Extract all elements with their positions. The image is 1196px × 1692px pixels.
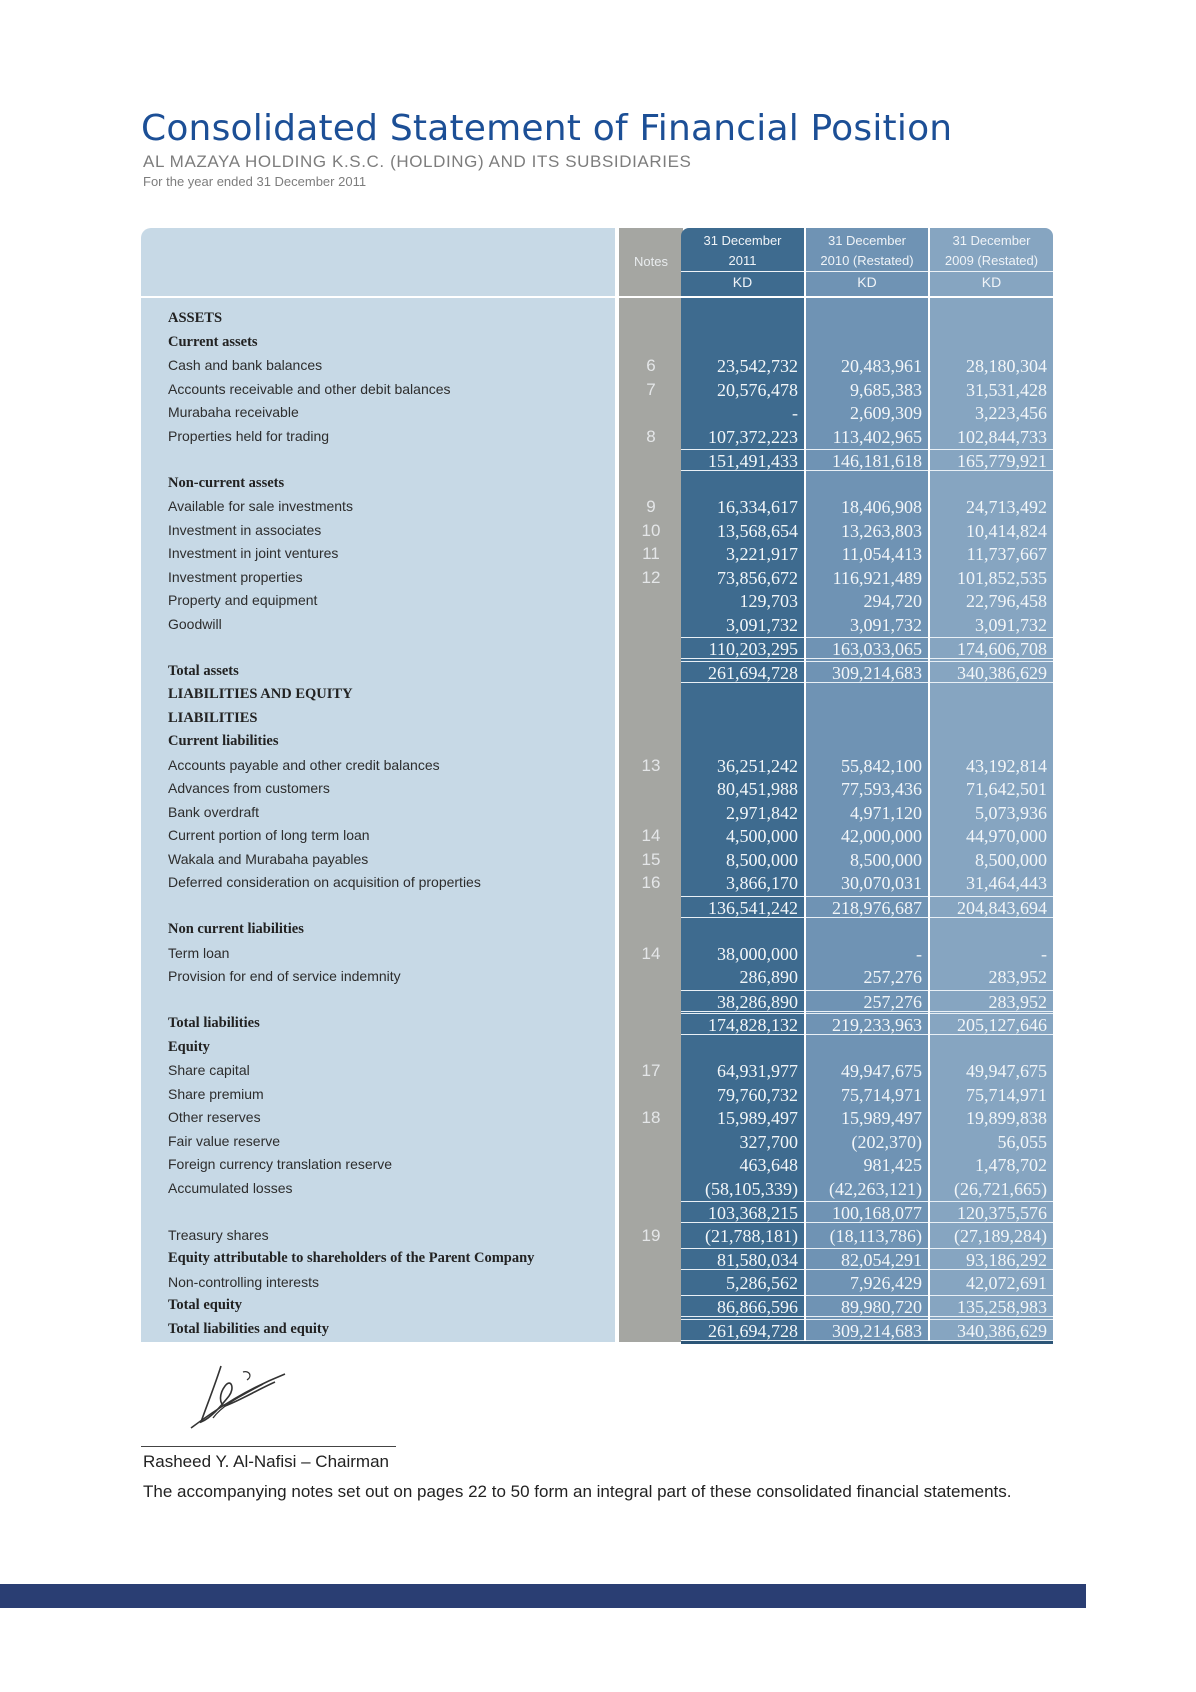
line-item-row xyxy=(141,401,1053,425)
value-2011: 20,576,478 xyxy=(717,379,798,400)
row-label: Fair value reserve xyxy=(168,1132,281,1149)
value-2010: 309,214,683 xyxy=(806,1319,928,1341)
financial-position-table xyxy=(141,228,1053,1342)
line-item-row xyxy=(141,378,1053,402)
value-2009: 283,952 xyxy=(930,990,1053,1012)
value-2011: (58,105,339) xyxy=(705,1178,798,1199)
line-item-row xyxy=(141,801,1053,825)
total-row xyxy=(141,1294,1053,1318)
value-2010: 294,720 xyxy=(863,591,922,611)
value-2011: 79,760,732 xyxy=(717,1084,798,1105)
value-2011: 80,451,988 xyxy=(717,779,798,799)
note-reference: 19 xyxy=(641,1225,661,1245)
row-label: Other reserves xyxy=(168,1109,261,1125)
value-2010: 116,921,489 xyxy=(832,567,922,588)
value-2010: 309,214,683 xyxy=(806,661,928,683)
value-2010: 30,070,031 xyxy=(841,873,922,893)
note-reference: 11 xyxy=(642,544,660,563)
value-2009: 135,258,983 xyxy=(930,1295,1053,1317)
value-2011: 8,500,000 xyxy=(726,849,798,870)
value-2009: 101,852,535 xyxy=(957,567,1047,588)
row-label: Investment properties xyxy=(168,568,303,585)
row-label: Non-current assets xyxy=(168,474,285,491)
value-2010: 981,425 xyxy=(863,1155,922,1175)
value-2010: 7,926,429 xyxy=(850,1272,922,1293)
row-label: LIABILITIES AND EQUITY xyxy=(168,686,353,702)
section-heading xyxy=(141,472,1053,496)
value-2011: 286,890 xyxy=(739,967,798,987)
note-reference: 10 xyxy=(641,520,661,540)
value-2010: 257,276 xyxy=(863,967,922,987)
value-2011: 13,568,654 xyxy=(717,520,798,541)
row-label: Non-controlling interests xyxy=(168,1273,319,1290)
line-item-row xyxy=(141,1059,1053,1083)
value-2011: 3,221,917 xyxy=(726,544,798,564)
row-label: ASSETS xyxy=(168,310,223,326)
line-item-row xyxy=(141,589,1053,613)
row-label: LIABILITIES xyxy=(168,709,258,726)
column-header-year: 2009 (Restated) xyxy=(944,253,1039,268)
column-header-year: 2011 xyxy=(728,253,757,268)
value-2009: 3,091,732 xyxy=(975,614,1047,635)
row-label: Investment in joint ventures xyxy=(168,545,339,561)
column-header-unit: KD xyxy=(681,271,804,293)
page-title: Consolidated Statement of Financial Position xyxy=(141,108,953,149)
value-2010: 20,483,961 xyxy=(841,356,922,376)
value-2011: 16,334,617 xyxy=(717,497,798,517)
line-item-row xyxy=(141,777,1053,801)
note-reference: 12 xyxy=(641,567,661,587)
row-label: Total equity xyxy=(168,1297,242,1313)
value-2009: 340,386,629 xyxy=(930,661,1053,683)
line-item-row xyxy=(141,1224,1053,1248)
value-2010: 82,054,291 xyxy=(806,1248,928,1270)
value-2011: 86,866,596 xyxy=(681,1295,804,1317)
row-label: Accounts receivable and other debit balances xyxy=(168,380,451,397)
column-header-unit: KD xyxy=(930,271,1053,293)
note-reference: 9 xyxy=(646,497,656,516)
value-2011: 3,866,170 xyxy=(726,873,798,893)
value-2009: 93,186,292 xyxy=(930,1248,1053,1270)
total-row xyxy=(141,1318,1053,1342)
value-2010: 18,406,908 xyxy=(841,497,922,517)
line-item-row xyxy=(141,542,1053,566)
signer-name: Rasheed Y. Al-Nafisi – Chairman xyxy=(143,1452,390,1471)
value-2009: 56,055 xyxy=(997,1131,1047,1152)
value-2009: 120,375,576 xyxy=(930,1201,1053,1223)
value-2009: 1,478,702 xyxy=(975,1155,1047,1175)
row-label: Equity attributable to shareholders of the Parent Company xyxy=(168,1250,535,1266)
value-2010: 219,233,963 xyxy=(806,1013,928,1035)
column-header-2009 xyxy=(930,228,1053,299)
row-label: Total liabilities xyxy=(168,1015,260,1031)
value-2009: 49,947,675 xyxy=(966,1061,1047,1081)
row-label: Accumulated losses xyxy=(168,1179,293,1196)
column-header-date: 31 December xyxy=(952,233,1031,248)
value-2010: 49,947,675 xyxy=(841,1061,922,1081)
row-label: Provision for end of service indemnity xyxy=(168,968,401,984)
row-label: Foreign currency translation reserve xyxy=(168,1156,393,1172)
note-reference: 14 xyxy=(641,943,661,963)
line-item-row xyxy=(141,613,1053,637)
column-header-2011 xyxy=(681,228,804,299)
value-2009: 24,713,492 xyxy=(966,497,1047,517)
line-item-row xyxy=(141,1271,1053,1295)
note-reference: 17 xyxy=(641,1061,661,1080)
row-label: Share premium xyxy=(168,1085,264,1102)
value-2009: 340,386,629 xyxy=(930,1319,1053,1341)
subtotal-row xyxy=(141,989,1053,1013)
subtotal-row xyxy=(141,1200,1053,1224)
section-heading xyxy=(141,918,1053,942)
value-2011: 38,286,890 xyxy=(681,990,804,1012)
notes-header: Notes xyxy=(634,254,668,269)
line-item-row xyxy=(141,965,1053,989)
line-item-row xyxy=(141,754,1053,778)
note-reference: 13 xyxy=(641,755,661,775)
total-row xyxy=(141,660,1053,684)
value-2011: 103,368,215 xyxy=(681,1201,804,1223)
value-2009: 71,642,501 xyxy=(966,779,1047,799)
value-2009: 75,714,971 xyxy=(966,1084,1047,1105)
value-2009: 31,531,428 xyxy=(966,379,1047,400)
line-item-row xyxy=(141,1153,1053,1177)
value-2010: (18,113,786) xyxy=(829,1225,922,1246)
value-2009: 11,737,667 xyxy=(966,544,1047,564)
note-reference: 8 xyxy=(646,426,656,446)
company-name: AL MAZAYA HOLDING K.S.C. (HOLDING) AND ITS SUBSIDIARIES xyxy=(143,152,692,171)
value-2011: 110,203,295 xyxy=(681,637,804,659)
column-header-2010 xyxy=(806,228,928,299)
line-item-row xyxy=(141,1106,1053,1130)
row-label: Cash and bank balances xyxy=(168,357,323,373)
value-2011: (21,788,181) xyxy=(705,1225,798,1246)
note-reference: 16 xyxy=(641,873,661,892)
value-2009: (27,189,284) xyxy=(954,1225,1047,1246)
row-label: Equity xyxy=(168,1038,210,1055)
section-heading xyxy=(141,307,1053,331)
value-2010: 75,714,971 xyxy=(841,1084,922,1105)
line-item-row xyxy=(141,495,1053,519)
value-2011: 64,931,977 xyxy=(717,1061,798,1081)
value-2010: 15,989,497 xyxy=(841,1108,922,1128)
value-2011: 38,000,000 xyxy=(717,943,798,964)
line-item-row xyxy=(141,1177,1053,1201)
line-item-row xyxy=(141,871,1053,895)
value-2011: 36,251,242 xyxy=(717,755,798,776)
value-2009: 5,073,936 xyxy=(975,802,1047,823)
value-2010: 257,276 xyxy=(806,990,928,1012)
row-label: Current portion of long term loan xyxy=(168,827,370,843)
value-2011: 174,828,132 xyxy=(681,1013,804,1035)
row-label: Bank overdraft xyxy=(168,803,260,820)
row-label: Current assets xyxy=(168,333,258,350)
value-2010: 55,842,100 xyxy=(841,755,922,776)
section-heading xyxy=(141,1036,1053,1060)
value-2010: (202,370) xyxy=(851,1131,922,1152)
row-label: Properties held for trading xyxy=(168,427,330,444)
line-item-row xyxy=(141,942,1053,966)
row-label: Deferred consideration on acquisition of properties xyxy=(168,874,481,890)
value-2010: 218,976,687 xyxy=(806,896,928,918)
value-2009: 204,843,694 xyxy=(930,896,1053,918)
value-2010: (42,263,121) xyxy=(829,1178,922,1199)
value-2011: 107,372,223 xyxy=(708,426,798,447)
value-2009: 283,952 xyxy=(988,967,1047,987)
row-label: Term loan xyxy=(168,944,230,961)
value-2009: 3,223,456 xyxy=(975,403,1047,423)
row-label: Treasury shares xyxy=(168,1226,269,1243)
row-label: Property and equipment xyxy=(168,592,318,608)
note-reference: 6 xyxy=(646,356,656,375)
value-2011: 2,971,842 xyxy=(726,802,798,823)
value-2010: 11,054,413 xyxy=(841,544,922,564)
value-2009: 43,192,814 xyxy=(966,755,1047,776)
row-label: Wakala and Murabaha payables xyxy=(168,850,369,867)
value-2010: 100,168,077 xyxy=(806,1201,928,1223)
row-label: Investment in associates xyxy=(168,521,322,538)
line-item-row xyxy=(141,1130,1053,1154)
line-item-row xyxy=(141,848,1053,872)
row-label: Accounts payable and other credit balances xyxy=(168,756,440,773)
value-2010: 146,181,618 xyxy=(806,449,928,471)
footnote: The accompanying notes set out on pages 22 to 50 form an integral part of these consolidated financial statements. xyxy=(143,1482,1012,1501)
row-label: Current liabilities xyxy=(168,733,279,749)
value-2010: 4,971,120 xyxy=(850,802,922,823)
value-2009: 8,500,000 xyxy=(975,849,1047,870)
note-reference: 15 xyxy=(641,849,661,869)
line-item-row xyxy=(141,566,1053,590)
value-2009: 44,970,000 xyxy=(966,826,1047,846)
value-2011: 129,703 xyxy=(739,591,798,611)
value-2009: 205,127,646 xyxy=(930,1013,1053,1035)
value-2009: 102,844,733 xyxy=(957,426,1047,447)
value-2011: 3,091,732 xyxy=(726,614,798,635)
value-2010: 77,593,436 xyxy=(841,779,922,799)
signature-image xyxy=(185,1360,305,1440)
section-heading xyxy=(141,683,1053,707)
value-2011: 23,542,732 xyxy=(717,356,798,376)
value-2009: 22,796,458 xyxy=(966,591,1047,611)
value-2011: 136,541,242 xyxy=(681,896,804,918)
value-2011: 81,580,034 xyxy=(681,1248,804,1270)
line-item-row xyxy=(141,1083,1053,1107)
section-heading xyxy=(141,707,1053,731)
row-label: Share capital xyxy=(168,1062,250,1078)
value-2011: 5,286,562 xyxy=(726,1272,798,1293)
value-2009: (26,721,665) xyxy=(954,1178,1047,1199)
value-2011: 327,700 xyxy=(739,1131,798,1152)
subtotal-row xyxy=(141,895,1053,919)
line-item-row xyxy=(141,824,1053,848)
total-row xyxy=(141,1247,1053,1271)
statement-rows xyxy=(141,307,1053,1341)
value-2010: 89,980,720 xyxy=(806,1295,928,1317)
row-label: Total liabilities and equity xyxy=(168,1320,330,1337)
value-2009: 10,414,824 xyxy=(966,520,1047,541)
row-label: Murabaha receivable xyxy=(168,404,299,420)
row-label: Available for sale investments xyxy=(168,498,353,514)
value-2011: 151,491,433 xyxy=(681,449,804,471)
value-2010: 42,000,000 xyxy=(841,826,922,846)
value-2011: 463,648 xyxy=(739,1155,798,1175)
value-2011: - xyxy=(792,403,798,423)
total-row xyxy=(141,1012,1053,1036)
value-2010: - xyxy=(916,943,922,964)
value-2011: 4,500,000 xyxy=(726,826,798,846)
value-2010: 163,033,065 xyxy=(806,637,928,659)
section-heading xyxy=(141,331,1053,355)
value-2009: 42,072,691 xyxy=(966,1272,1047,1293)
column-header-year: 2010 (Restated) xyxy=(820,253,914,268)
table-bottom-rule xyxy=(681,1341,1053,1344)
line-item-row xyxy=(141,425,1053,449)
value-2010: 9,685,383 xyxy=(850,379,922,400)
value-2010: 113,402,965 xyxy=(832,426,922,447)
line-item-row xyxy=(141,519,1053,543)
row-label: Total assets xyxy=(168,662,239,679)
column-header-date: 31 December xyxy=(703,233,782,248)
footer-bar xyxy=(0,1584,1086,1608)
value-2009: 165,779,921 xyxy=(930,449,1053,471)
value-2009: 28,180,304 xyxy=(966,356,1047,376)
value-2009: 19,899,838 xyxy=(966,1108,1047,1128)
row-label: Non current liabilities xyxy=(168,921,304,937)
section-heading xyxy=(141,730,1053,754)
note-reference: 14 xyxy=(641,826,661,845)
value-2011: 261,694,728 xyxy=(681,1319,804,1341)
value-2011: 15,989,497 xyxy=(717,1108,798,1128)
period-text: For the year ended 31 December 2011 xyxy=(143,174,367,189)
value-2010: 3,091,732 xyxy=(850,614,922,635)
column-header-unit: KD xyxy=(806,271,928,293)
value-2009: 31,464,443 xyxy=(966,873,1047,893)
value-2011: 73,856,672 xyxy=(717,567,798,588)
subtotal-row xyxy=(141,636,1053,660)
column-header-date: 31 December xyxy=(827,233,907,248)
value-2009: 174,606,708 xyxy=(930,637,1053,659)
value-2010: 2,609,309 xyxy=(850,403,922,423)
row-label: Advances from customers xyxy=(168,780,330,796)
value-2010: 8,500,000 xyxy=(850,849,922,870)
value-2011: 261,694,728 xyxy=(681,661,804,683)
subtotal-row xyxy=(141,448,1053,472)
row-label: Goodwill xyxy=(168,615,222,632)
note-reference: 18 xyxy=(641,1108,661,1127)
value-2009: - xyxy=(1041,943,1047,964)
line-item-row xyxy=(141,354,1053,378)
signature-line xyxy=(141,1446,396,1447)
value-2010: 13,263,803 xyxy=(841,520,922,541)
note-reference: 7 xyxy=(646,379,656,399)
